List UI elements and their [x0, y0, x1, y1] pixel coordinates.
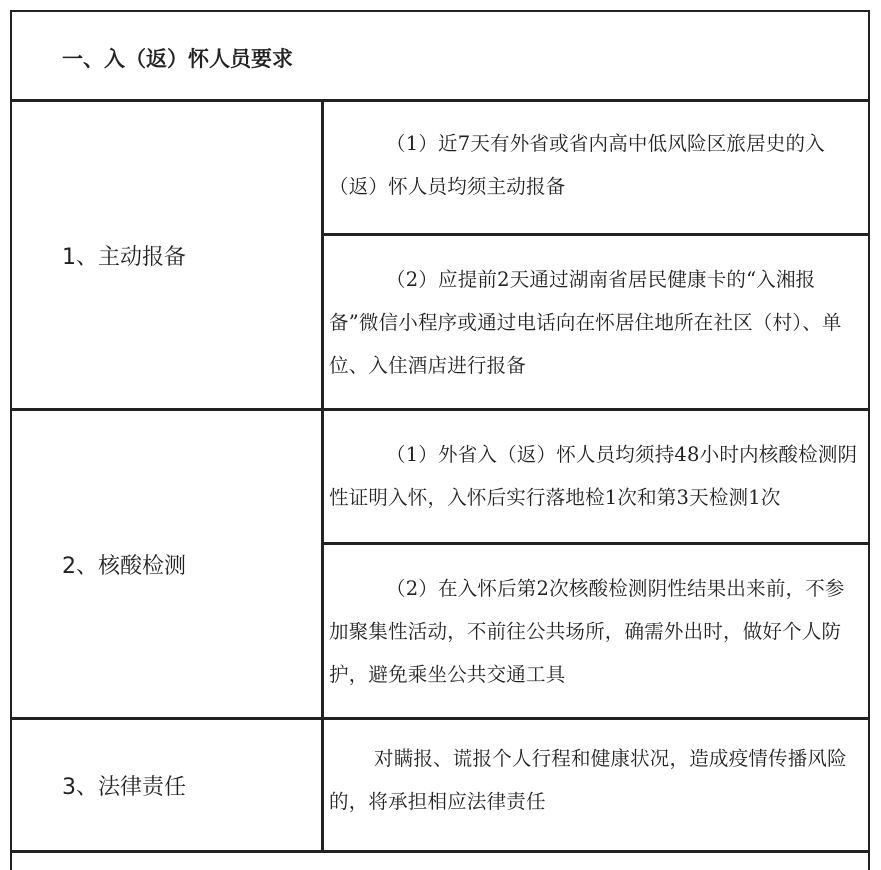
requirement-text: （2）应提前2天通过湖南省居民健康卡的“入湘报备”微信小程序或通过电话向在怀居住地所在社区（村）、单位、入住酒店进行报备	[329, 268, 842, 377]
requirement-item	[324, 411, 868, 545]
row-label-report	[12, 102, 324, 411]
row-label-text: 3、法律责任	[62, 775, 186, 800]
requirement-text: （1）近7天有外省或省内高中低风险区旅居史的入（返）怀人员均须主动报备	[329, 132, 825, 198]
requirement-text: 对瞒报、谎报个人行程和健康状况，造成疫情传播风险的，将承担相应法律责任	[329, 747, 847, 813]
requirement-item	[324, 236, 868, 411]
requirement-item	[324, 720, 868, 853]
requirement-item	[324, 545, 868, 720]
section-header	[12, 12, 868, 102]
requirement-text: （2）在入怀后第2次核酸检测阴性结果出来前，不参加聚集性活动，不前往公共场所，确需外出时，做好个人防护，避免乘坐公共交通工具	[329, 577, 845, 686]
row-label-nucleic-test	[12, 411, 324, 720]
requirement-text: （1）外省入（返）怀人员均须持48小时内核酸检测阴性证明入怀，入怀后实行落地检1次和第3天检测1次	[329, 443, 858, 509]
row-label-legal	[12, 720, 324, 853]
requirements-table	[10, 10, 870, 870]
requirement-item	[324, 102, 868, 236]
row-label-text: 2、核酸检测	[62, 554, 186, 579]
row-label-text: 1、主动报备	[62, 245, 186, 270]
section-title: 一、入（返）怀人员要求	[62, 47, 293, 71]
